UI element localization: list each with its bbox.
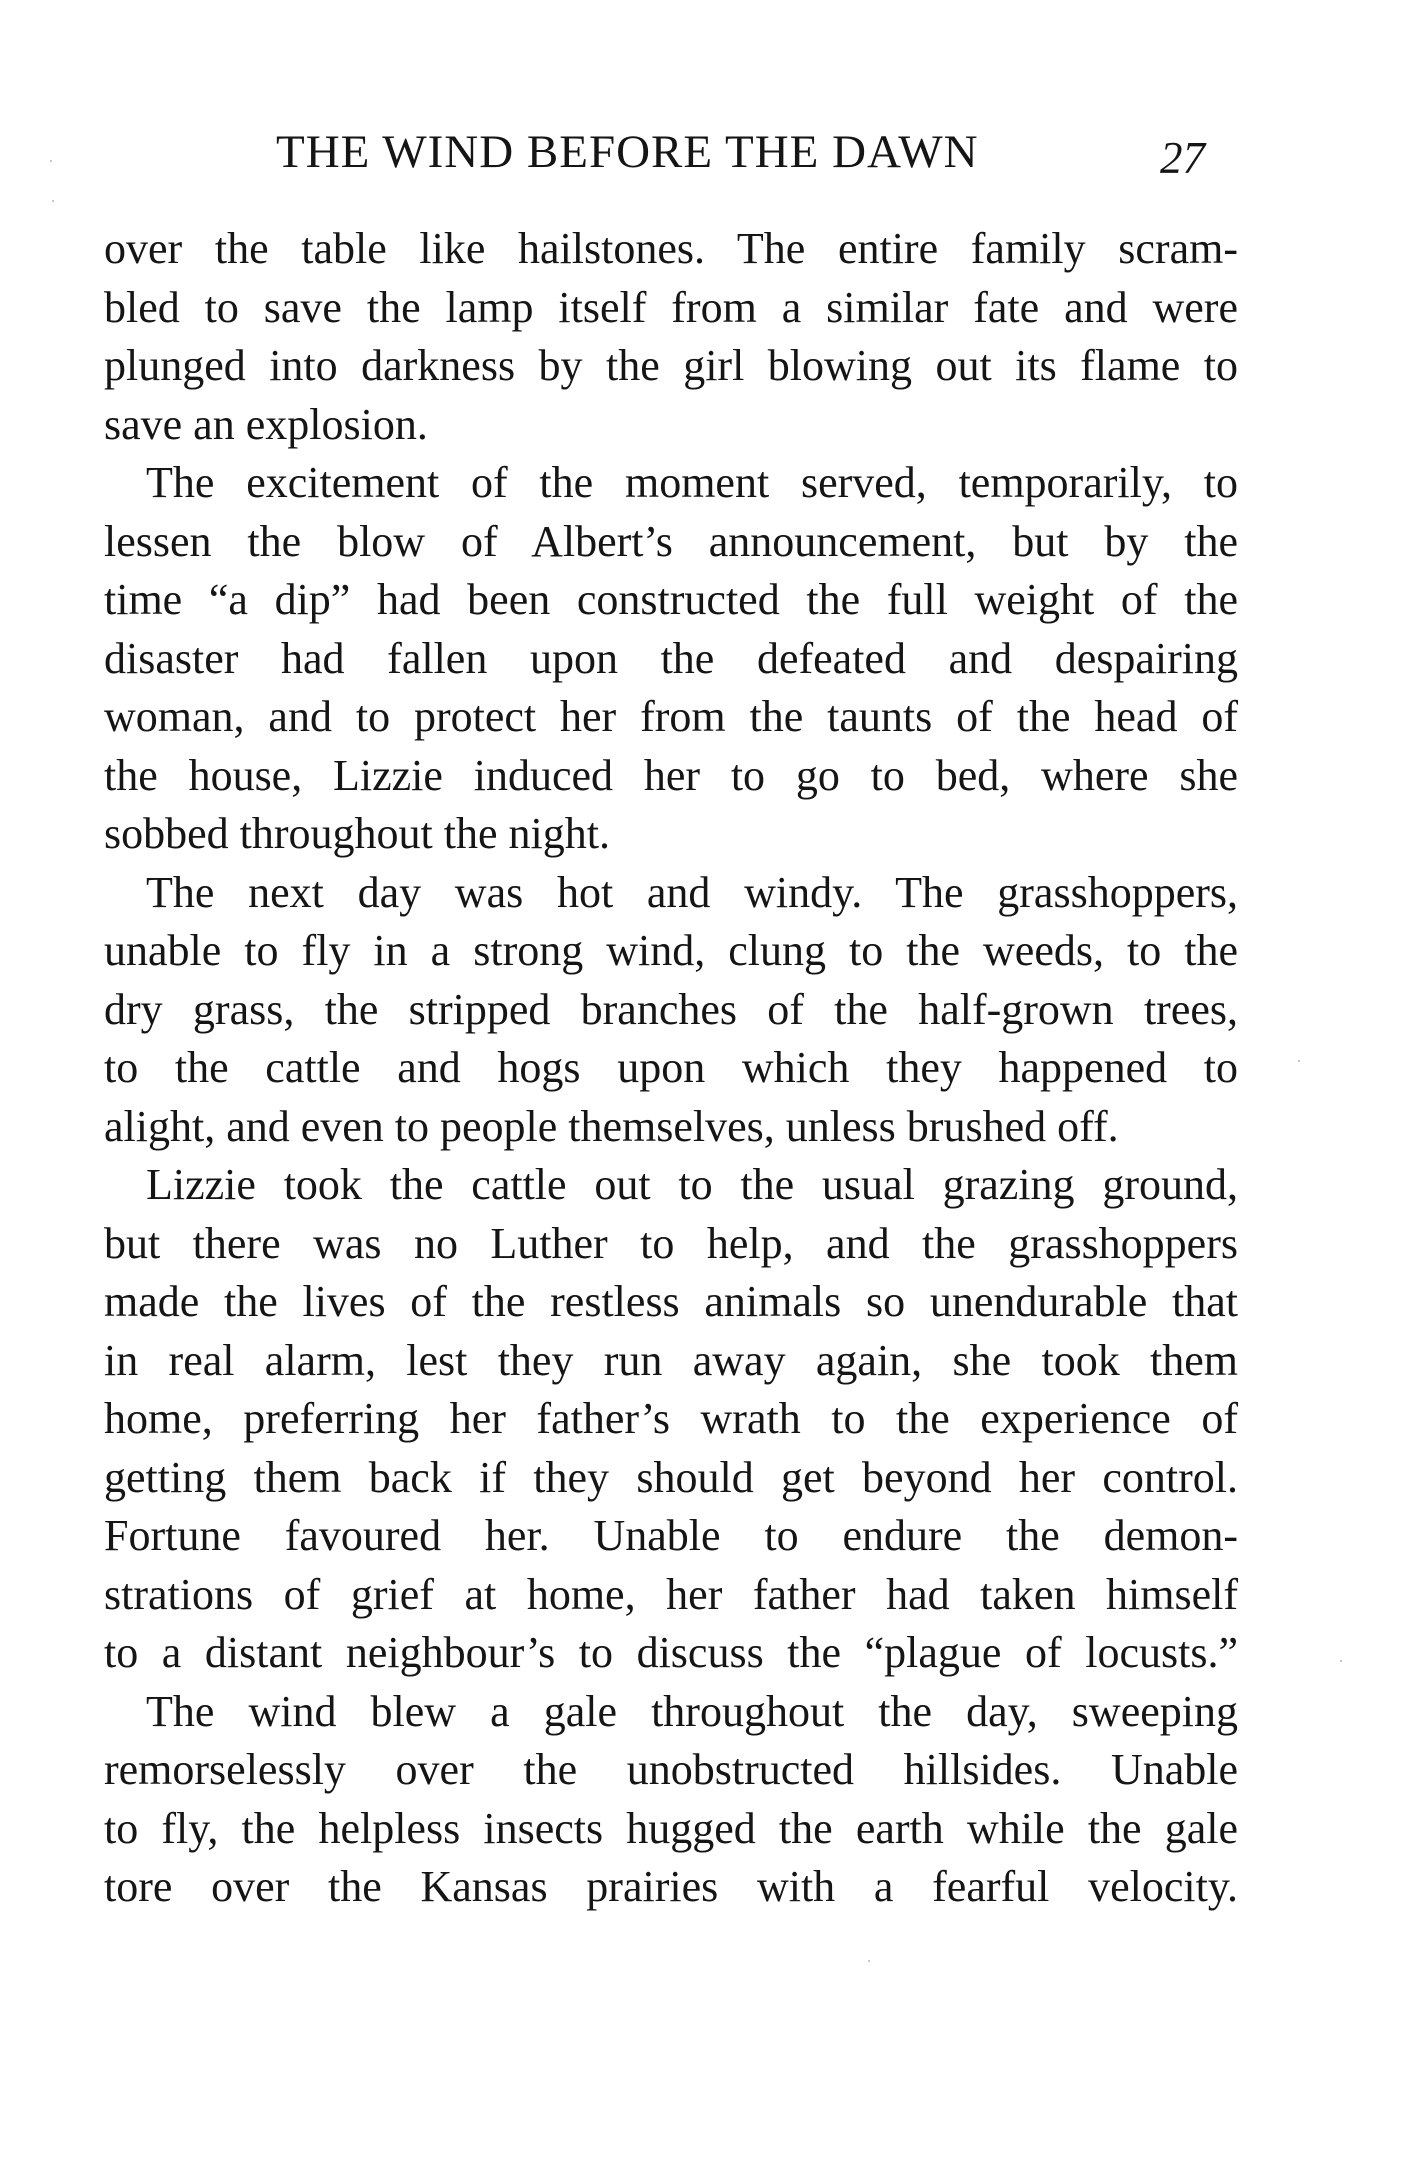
text-line: to a distant neighbour’s to discuss the “plague of locusts.” bbox=[104, 1628, 1238, 1677]
text-line: but there was no Luther to help, and the grasshoppers bbox=[104, 1218, 1238, 1268]
paper-speck bbox=[1298, 1060, 1300, 1062]
text-line: bled to save the lamp itself from a similar fate and were bbox=[104, 282, 1238, 332]
text-line: strations of grief at home, her father had taken himself bbox=[104, 1569, 1238, 1619]
text-line: save an explosion. bbox=[104, 399, 428, 449]
text-line: lessen the blow of Albert’s announcement, but by the bbox=[104, 516, 1238, 566]
paragraph-first-line: The next day was hot and windy. The grasshoppers, bbox=[146, 867, 1238, 917]
text-line: alight, and even to people themselves, unless brushed off. bbox=[104, 1101, 1119, 1151]
text-line: sobbed throughout the night. bbox=[104, 809, 610, 858]
text-line: Fortune favoured her. Unable to endure the demon- bbox=[104, 1511, 1238, 1560]
text-line: time “a dip” had been constructed the full weight of the bbox=[104, 575, 1238, 624]
paragraph-first-line: The wind blew a gale throughout the day, sweeping bbox=[146, 1686, 1238, 1736]
paragraph-first-line: Lizzie took the cattle out to the usual grazing ground, bbox=[146, 1160, 1238, 1209]
paragraph-first-line: The excitement of the moment served, temporarily, to bbox=[146, 458, 1238, 507]
text-line: remorselessly over the unobstructed hillsides. Unable bbox=[104, 1745, 1238, 1794]
paper-speck bbox=[868, 1960, 870, 1962]
text-line: plunged into darkness by the girl blowing out its flame to bbox=[104, 341, 1238, 390]
page-number: 27 bbox=[1160, 133, 1205, 183]
text-line: to fly, the helpless insects hugged the earth while the gale bbox=[104, 1803, 1238, 1853]
text-line: tore over the Kansas prairies with a fearful velocity. bbox=[104, 1862, 1238, 1911]
text-line: the house, Lizzie induced her to go to bed, where she bbox=[104, 750, 1238, 800]
running-title: THE WIND BEFORE THE DAWN bbox=[276, 126, 979, 178]
text-line: in real alarm, lest they run away again, she took them bbox=[104, 1335, 1238, 1385]
text-line: dry grass, the stripped branches of the half-grown trees, bbox=[104, 984, 1238, 1034]
paper-speck bbox=[1340, 1660, 1342, 1662]
paper-speck bbox=[50, 160, 52, 162]
text-line: over the table like hailstones. The entire family scram- bbox=[104, 224, 1238, 273]
text-line: woman, and to protect her from the taunts of the head of bbox=[104, 692, 1238, 741]
text-line: unable to fly in a strong wind, clung to the weeds, to the bbox=[104, 926, 1238, 975]
text-line: disaster had fallen upon the defeated and despairing bbox=[104, 633, 1238, 683]
text-line: getting them back if they should get beyond her control. bbox=[104, 1452, 1238, 1502]
text-line: made the lives of the restless animals so unendurable that bbox=[104, 1277, 1238, 1326]
text-line: home, preferring her father’s wrath to the experience of bbox=[104, 1394, 1238, 1443]
body-text bbox=[104, 220, 1238, 1917]
text-line: to the cattle and hogs upon which they happened to bbox=[104, 1043, 1238, 1092]
paper-speck bbox=[52, 200, 54, 202]
